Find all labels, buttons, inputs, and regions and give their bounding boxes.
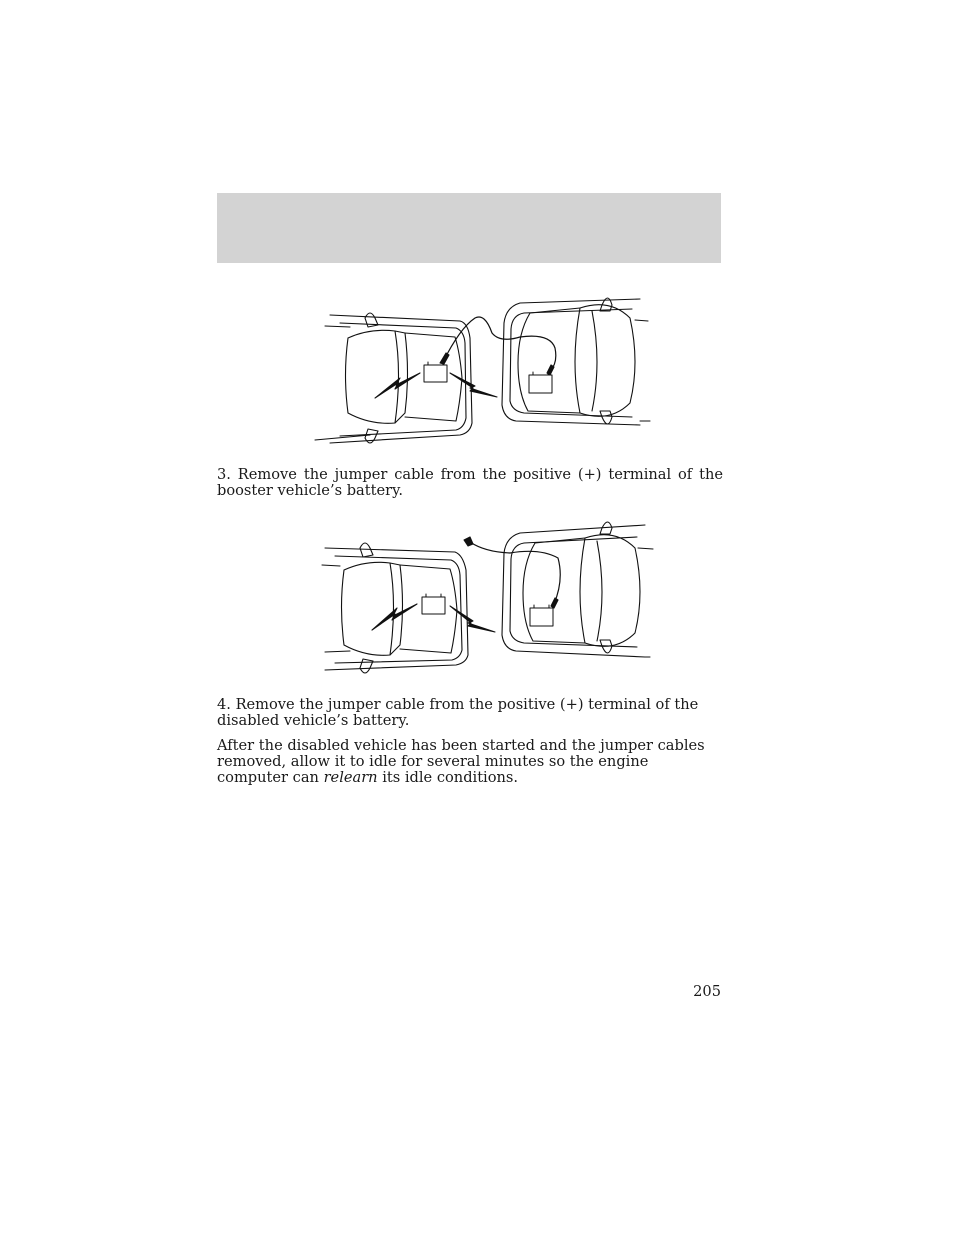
disabled-vehicle-battery (422, 594, 445, 614)
spark-icon-left (372, 604, 417, 630)
step-4-text: 4. Remove the jumper cable from the positive (+) terminal of the disabled vehicle’s battery. (217, 696, 699, 729)
booster-vehicle-battery (529, 372, 552, 393)
relearn-emphasis: relearn (323, 769, 378, 786)
cable-clamp-disabled (440, 353, 449, 364)
spark-icon-right (450, 606, 495, 632)
after-start-paragraph (217, 738, 723, 786)
booster-vehicle-battery (530, 605, 553, 626)
booster-vehicle-right (502, 522, 653, 657)
cable-clamp-loose (464, 537, 473, 546)
spark-icon-right (450, 373, 497, 397)
disabled-vehicle-left (315, 313, 472, 443)
cable-clamp-booster (551, 598, 558, 608)
cable-clamp-booster (547, 365, 554, 375)
disabled-vehicle-left (322, 543, 468, 673)
booster-vehicle-right (502, 298, 650, 425)
jump-start-figure-1 (310, 293, 660, 453)
section-header-band (217, 193, 721, 263)
jump-start-figure-2 (310, 520, 660, 680)
after-text-part-2: its idle conditions. (377, 769, 519, 786)
after-text-part-1: After the disabled vehicle has been started and the jumper cables removed, allow it to idle for several minutes so the engine computer can (217, 737, 705, 786)
jumper-cable (470, 542, 560, 604)
disabled-vehicle-battery (424, 362, 447, 382)
step-3-text: 3. Remove the jumper cable from the positive (+) terminal of the booster vehicle’s battery. (217, 466, 723, 499)
page-number: 205 (693, 983, 721, 1000)
